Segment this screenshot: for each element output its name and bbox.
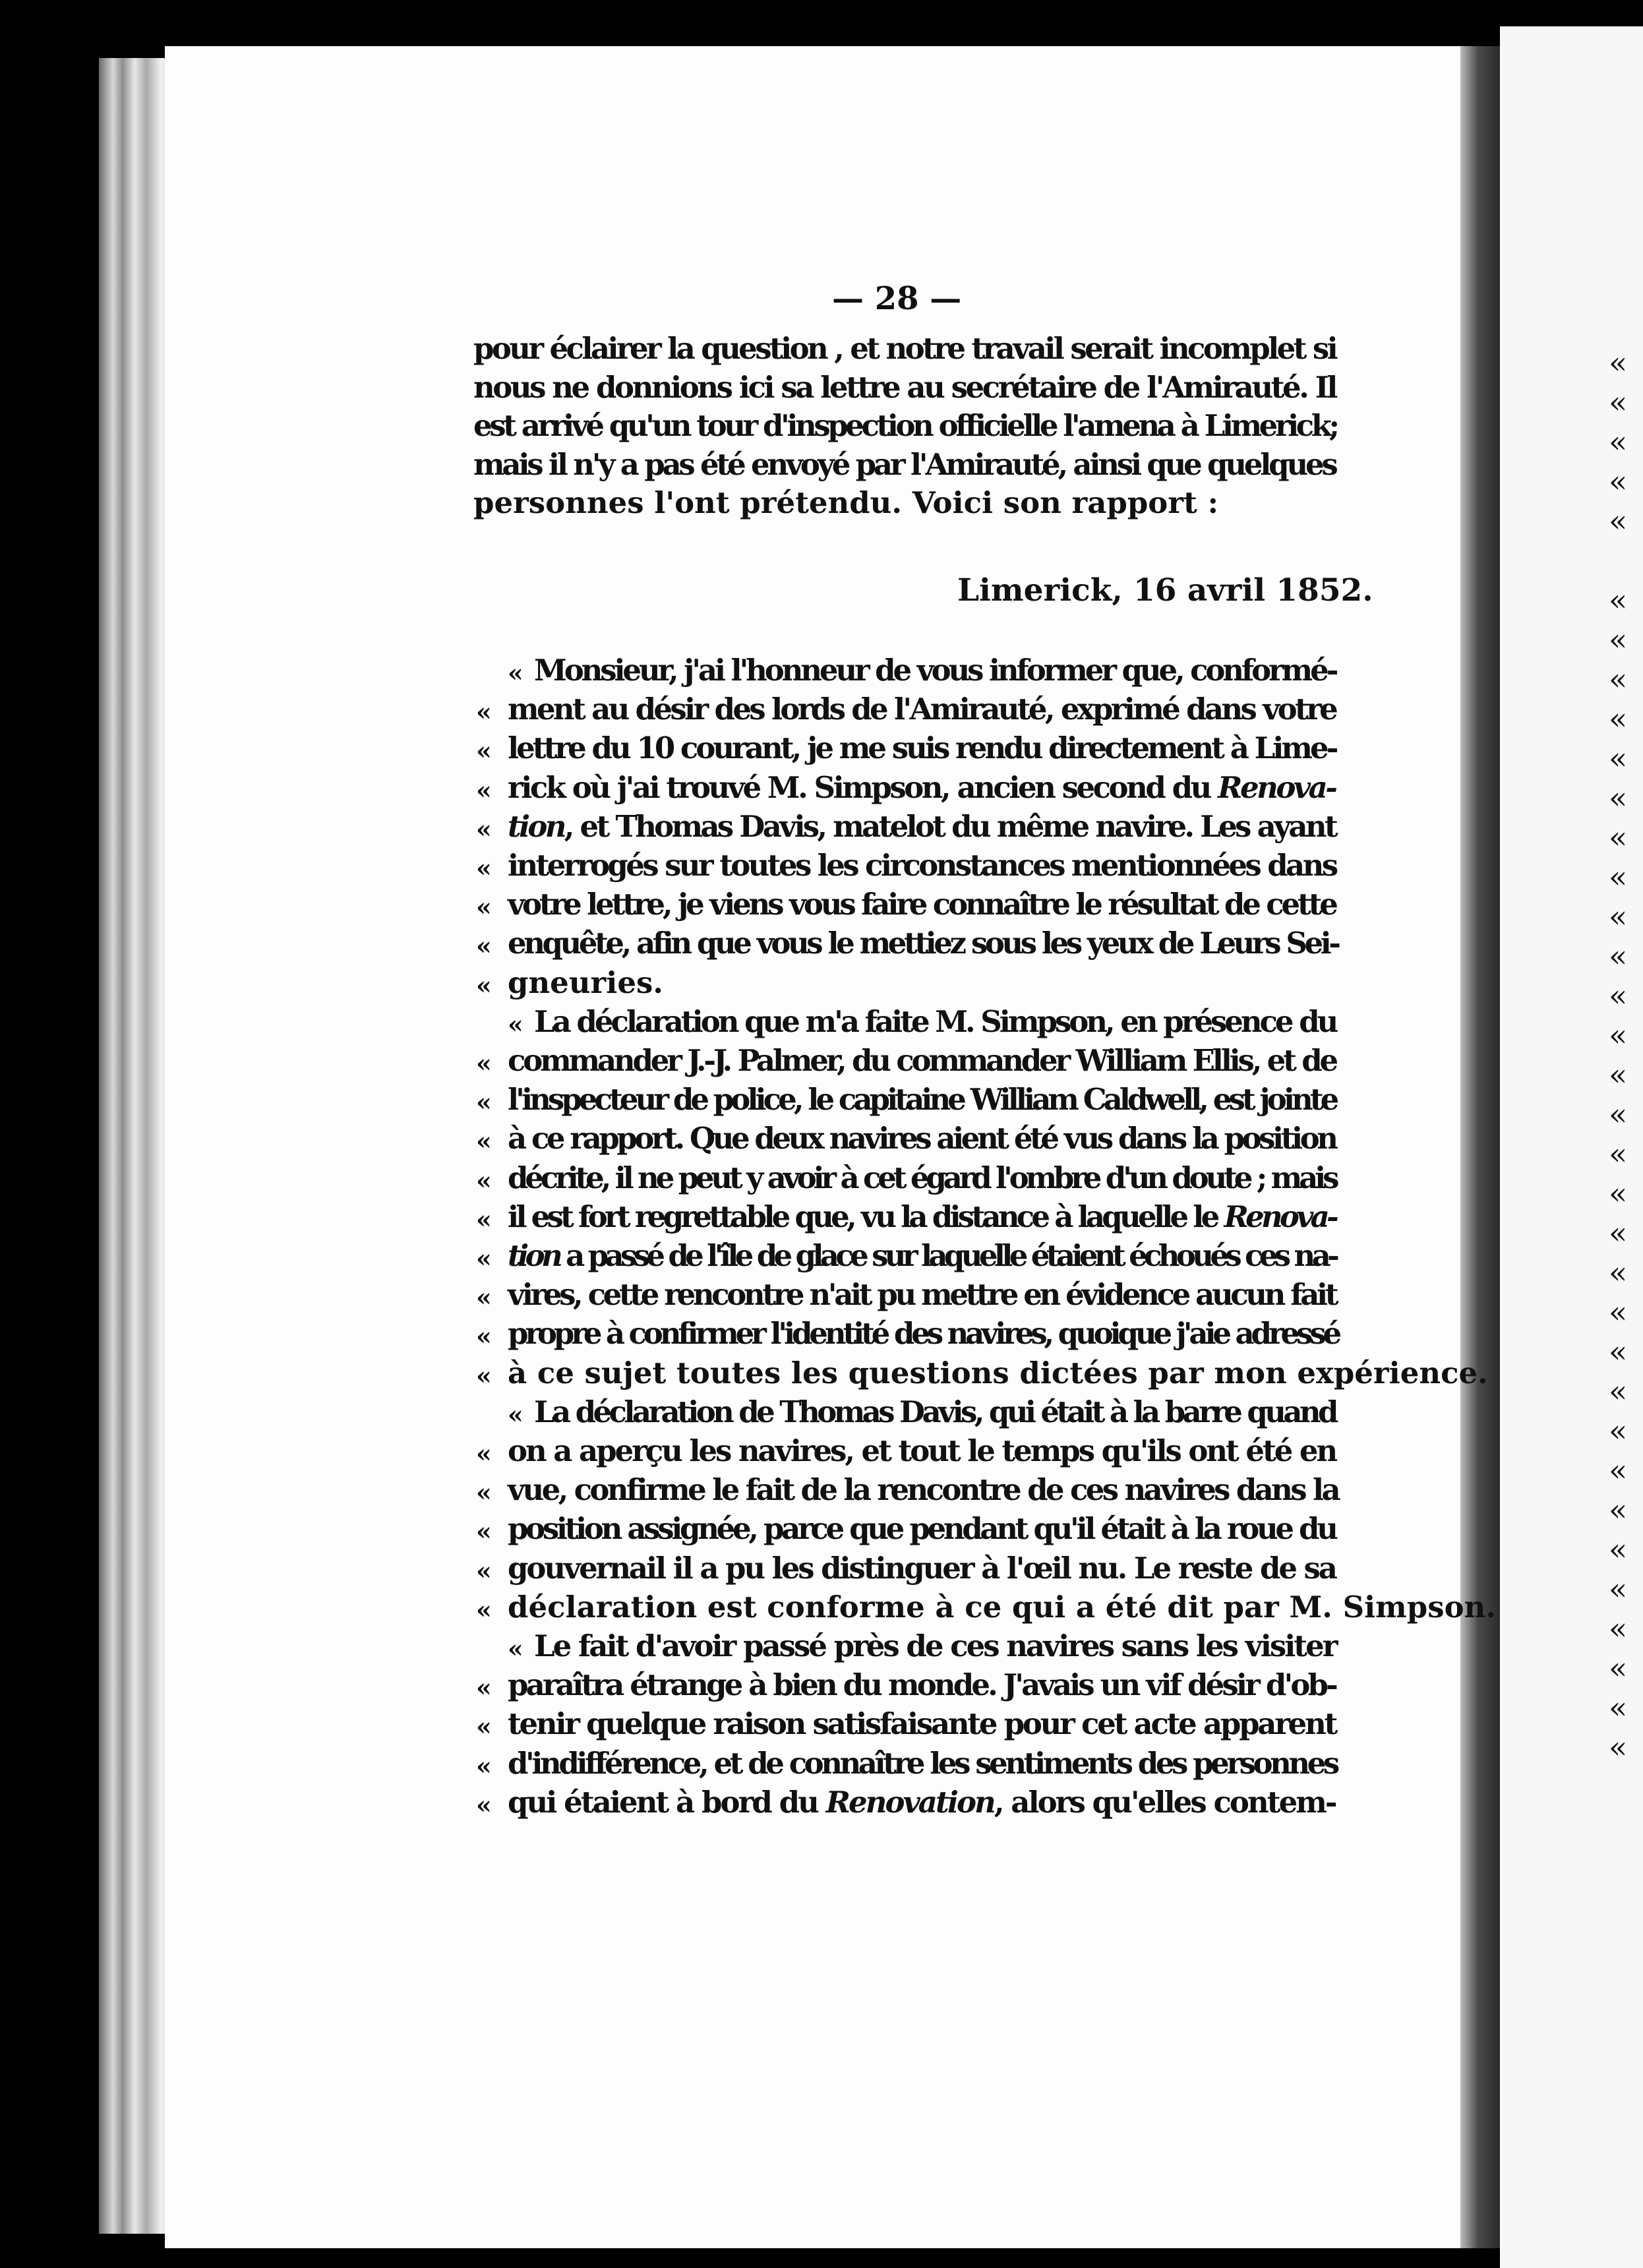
letter-line: vires, cette rencontre n'ait pu mettre en évidence aucun fait: [508, 1277, 1336, 1313]
letter-line: vue, confirme le fait de la rencontre de ces navires dans la: [508, 1472, 1338, 1508]
letter-line: gneuries.: [508, 965, 663, 1000]
quote-mark: «: [508, 1634, 523, 1663]
letter-line: il est fort regrettable que, vu la distance à laquelle le Renova-: [508, 1199, 1336, 1234]
letter-line: Monsieur, j'ai l'honneur de vous informer que, conformé-: [534, 653, 1336, 688]
letter-dateline: Limerick, 16 avril 1852.: [957, 572, 1373, 609]
quote-mark: «: [476, 1555, 492, 1586]
quote-mark: «: [476, 1594, 492, 1625]
quote-mark: «: [476, 697, 492, 727]
page-number: — 28 —: [832, 280, 962, 317]
letter-line: La déclaration que m'a faite M. Simpson, en présence du: [534, 1003, 1336, 1039]
letter-line: propre à confirmer l'identité des navires, quoique j'aie adressé: [508, 1316, 1338, 1352]
letter-line: position assignée, parce que pendant qu'il était à la roue du: [508, 1511, 1336, 1547]
intro-line: personnes l'ont prétendu. Voici son rapport :: [473, 485, 1219, 520]
letter-line: votre lettre, je viens vous faire connaître le résultat de cette: [508, 887, 1336, 922]
letter-line: commander J.-J. Palmer, du commander William Ellis, et de: [508, 1043, 1336, 1078]
quote-mark: «: [476, 1516, 492, 1547]
quote-mark: «: [476, 1360, 492, 1390]
quote-mark: «: [508, 1399, 523, 1429]
letter-line: décrite, il ne peut y avoir à cet égard l'ombre d'un doute ; mais: [508, 1160, 1336, 1195]
quote-mark: «: [476, 775, 492, 805]
letter-line: Le fait d'avoir passé près de ces navires sans les visiter: [534, 1628, 1336, 1663]
facing-page-quote-marks: « « « « « « « « « « « « « « « « « « « « « « « « « « « « « « « « « « «: [1609, 345, 1628, 1765]
letter-line: enquête, afin que vous le mettiez sous les yeux de Leurs Sei-: [508, 926, 1338, 961]
quote-mark: «: [476, 1712, 492, 1742]
quote-mark: «: [476, 1282, 492, 1313]
quote-mark: «: [476, 1048, 492, 1078]
letter-line: La déclaration de Thomas Davis, qui était à la barre quand: [534, 1394, 1336, 1429]
letter-line: d'indifférence, et de connaître les sentiments des personnes: [508, 1745, 1337, 1781]
letter-line: lettre du 10 courant, je me suis rendu directement à Lime-: [508, 731, 1336, 766]
quote-mark: «: [476, 1477, 492, 1508]
quote-mark: «: [476, 736, 492, 766]
letter-line: tenir quelque raison satisfaisante pour cet acte apparent: [508, 1706, 1336, 1742]
letter-line: tion a passé de l'île de glace sur laquelle étaient échoués ces na-: [508, 1238, 1336, 1273]
intro-line: nous ne donnions ici sa lettre au secrétaire de l'Amirauté. Il: [473, 369, 1336, 405]
intro-line: pour éclairer la question , et notre travail serait incomplet si: [473, 331, 1336, 366]
quote-mark: «: [476, 1087, 492, 1118]
letter-line: on a aperçu les navires, et tout le temps qu'ils ont été en: [508, 1433, 1336, 1468]
quote-mark: «: [476, 1750, 492, 1781]
quote-mark: «: [476, 1673, 492, 1703]
quote-mark: «: [508, 658, 523, 688]
letter-line: gouvernail il a pu les distinguer à l'œil nu. Le reste de sa: [508, 1550, 1336, 1586]
quote-mark: «: [476, 931, 492, 961]
quote-mark: «: [476, 1243, 492, 1273]
intro-line: mais il n'y a pas été envoyé par l'Amirauté, ainsi que quelques: [473, 446, 1336, 482]
letter-line: à ce sujet toutes les questions dictées par mon expérience.: [508, 1355, 1488, 1390]
quote-mark: «: [476, 814, 492, 844]
letter-line: rick où j'ai trouvé M. Simpson, ancien second du Renova-: [508, 769, 1336, 805]
letter-line: tion, et Thomas Davis, matelot du même navire. Les ayant: [508, 808, 1336, 844]
letter-line: qui étaient à bord du Renovation, alors qu'elles contem-: [508, 1784, 1336, 1820]
letter-line: déclaration est conforme à ce qui a été dit par M. Simpson.: [508, 1589, 1496, 1625]
quote-mark: «: [508, 1009, 523, 1039]
letter-line: paraîtra étrange à bien du monde. J'avais un vif désir d'ob-: [508, 1667, 1336, 1703]
letter-line: à ce rapport. Que deux navires aient été vus dans la position: [508, 1121, 1336, 1156]
quote-mark: «: [476, 853, 492, 883]
quote-mark: «: [476, 892, 492, 922]
quote-mark: «: [476, 1165, 492, 1195]
letter-line: interrogés sur toutes les circonstances mentionnées dans: [508, 848, 1336, 883]
quote-mark: «: [476, 1439, 492, 1468]
quote-mark: «: [476, 1321, 492, 1352]
letter-line: ment au désir des lords de l'Amirauté, exprimé dans votre: [508, 692, 1336, 727]
letter-line: l'inspecteur de police, le capitaine William Caldwell, est jointe: [508, 1082, 1336, 1118]
intro-line: est arrivé qu'un tour d'inspection officielle l'amena à Limerick;: [473, 408, 1337, 443]
quote-mark: «: [476, 1204, 492, 1234]
quote-mark: «: [476, 1126, 492, 1156]
quote-mark: «: [476, 970, 492, 1000]
gutter-shadow: [1460, 46, 1500, 2248]
quote-mark: «: [476, 1789, 492, 1820]
